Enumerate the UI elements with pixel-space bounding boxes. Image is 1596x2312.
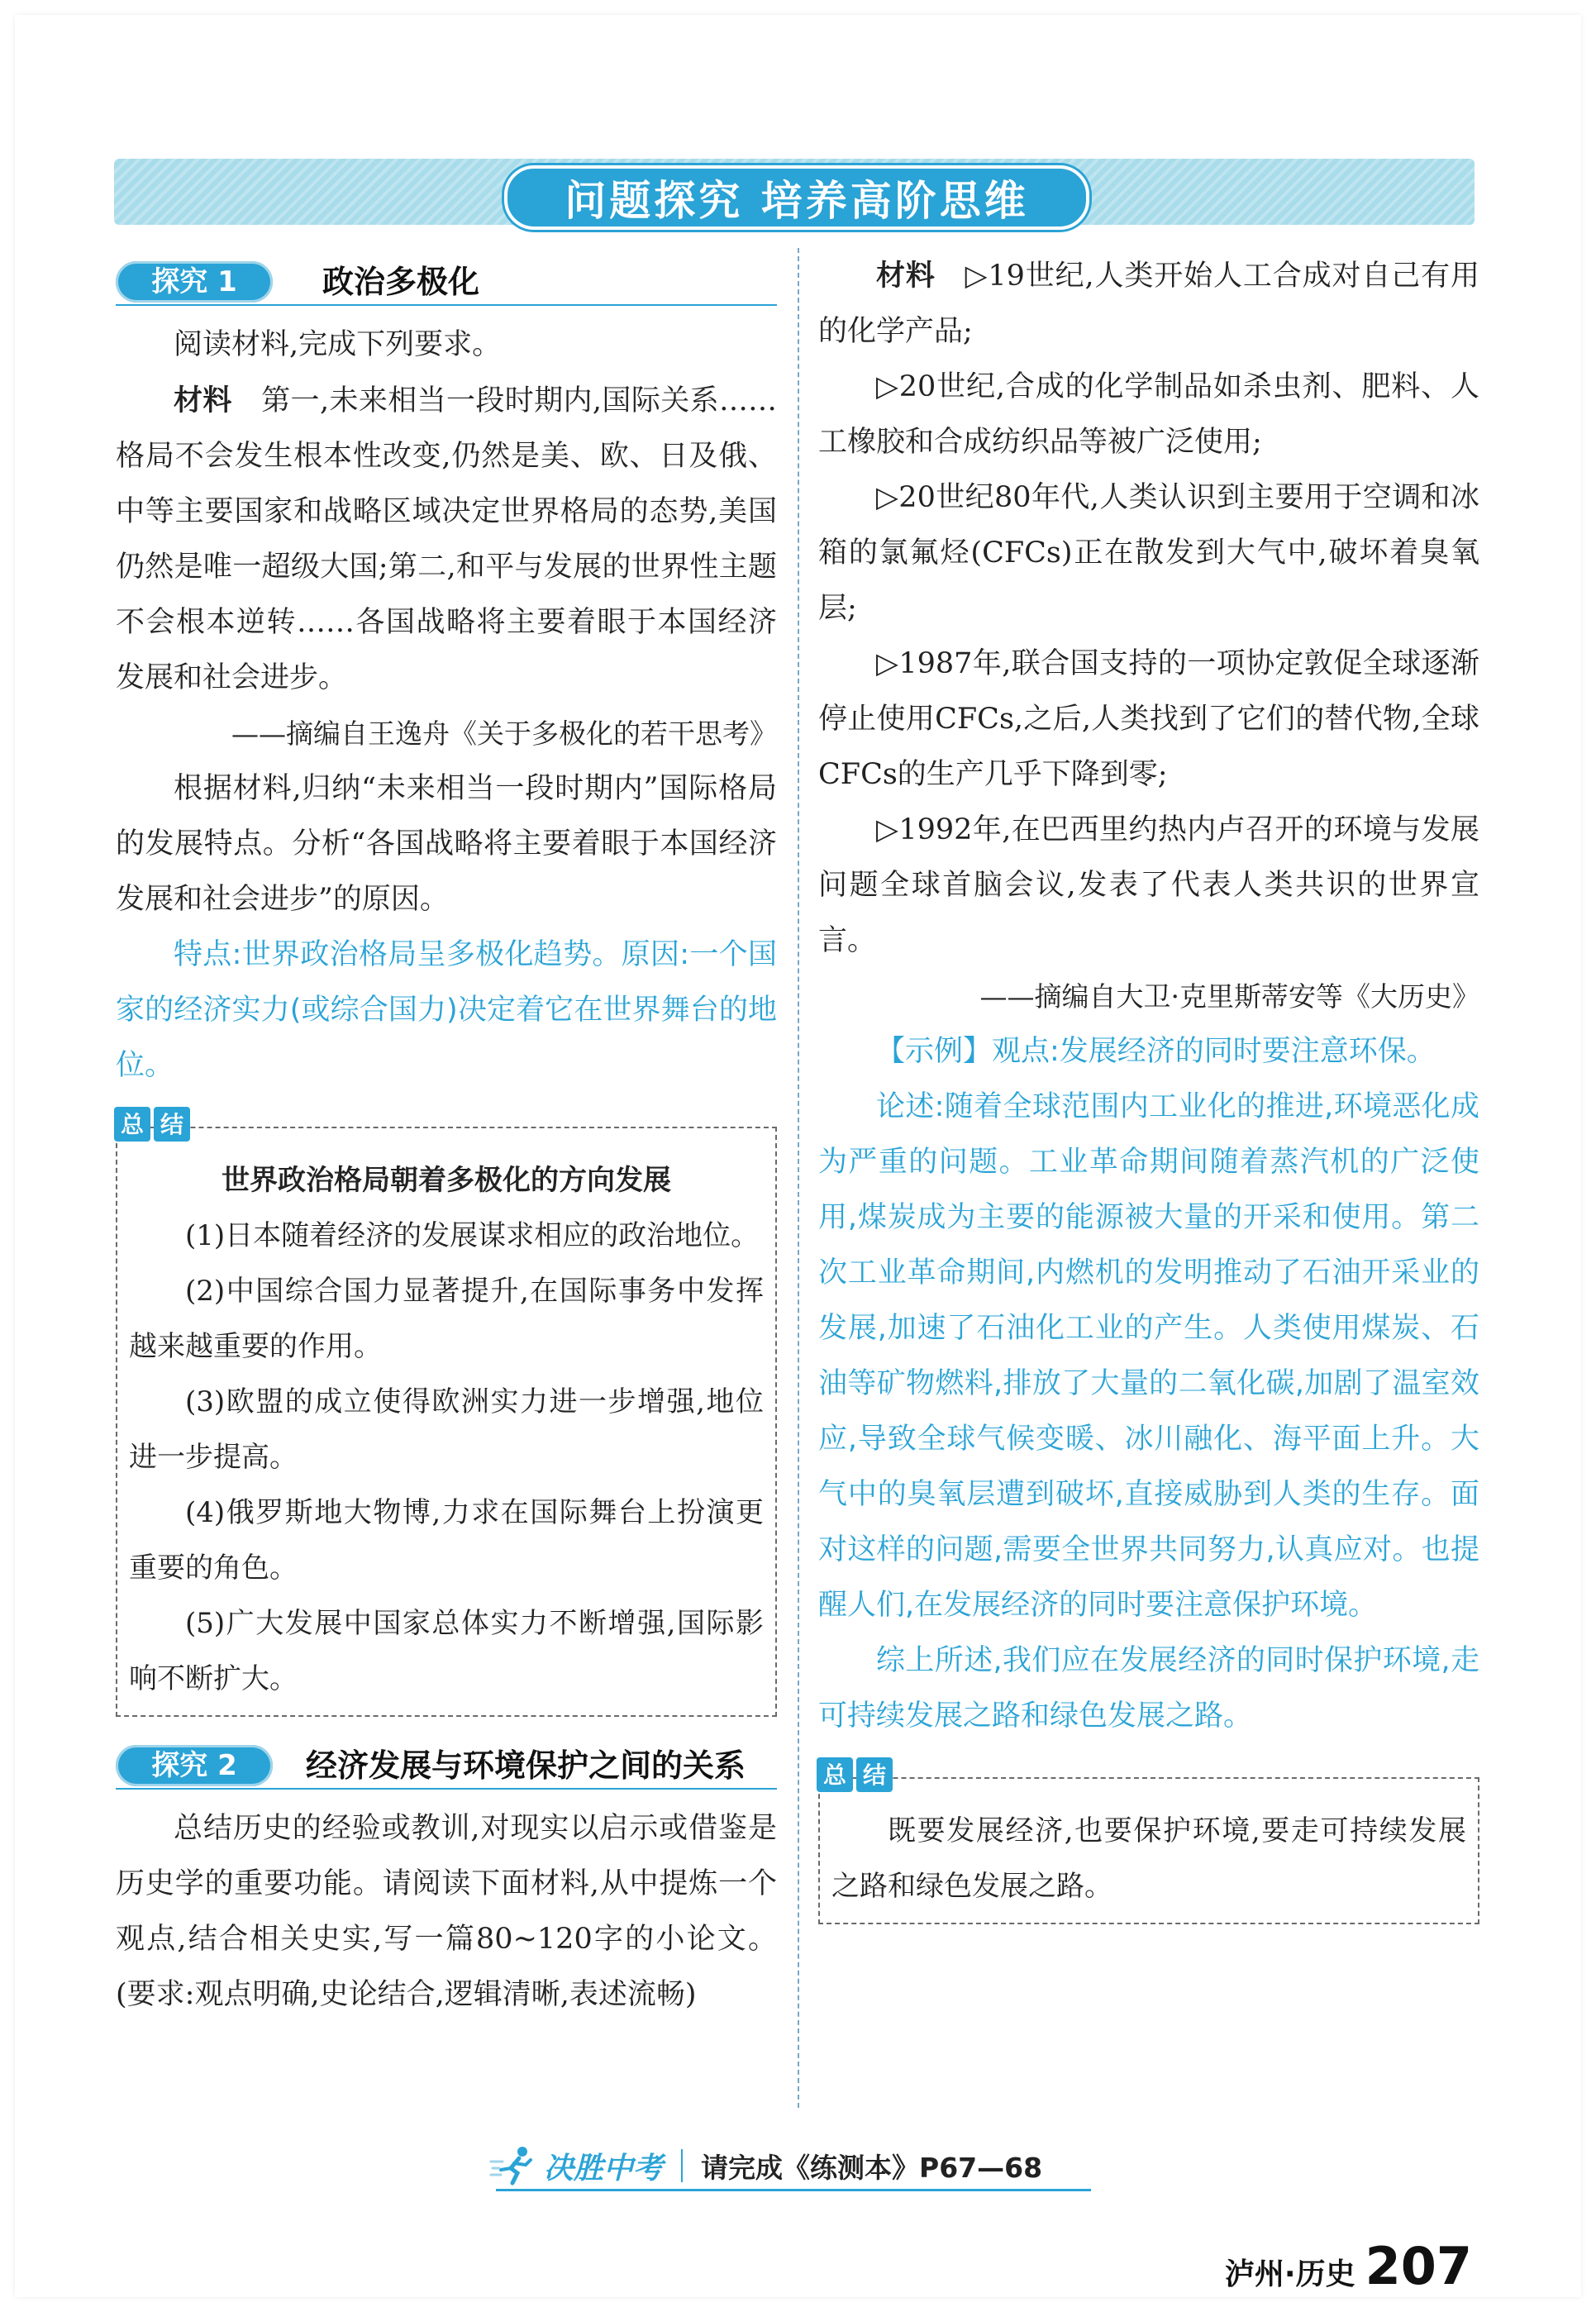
summary2-label-char: 结 bbox=[856, 1757, 893, 1792]
banner-pill bbox=[504, 165, 1089, 230]
section2-material-item: ▷1992年,在巴西里约热内卢召开的环境与发展问题全球首脑会议,发表了代表人类共识的世界宣言。 bbox=[818, 813, 1479, 957]
section1-badge: 探究 1 bbox=[116, 261, 273, 303]
running-figure-icon bbox=[488, 2143, 541, 2188]
section2-material-item: ▷20世纪80年代,人类认识到主要用于空调和冰箱的氯氟烃(CFCs)正在散发到大气中,破坏着臭氧层; bbox=[818, 481, 1479, 625]
banner-title: 问题探究 培养高阶思维 bbox=[565, 177, 1029, 225]
summary1-box bbox=[116, 1110, 777, 1717]
left-column bbox=[116, 248, 777, 2023]
section2-material-first bbox=[818, 248, 1479, 360]
section1-instruction: 阅读材料,完成下列要求。 bbox=[174, 328, 502, 361]
section1-material-text: 第一,未来相当一段时期内,国际关系……格局不会发生根本性改变,仍然是美、欧、日及俄、中等主要国家和战略区域决定世界格局的态势,美国仍然是唯一超级大国;第二,和平与发展的世界性主题不会根本逆转……各国战略将主要着眼于本国经济发展和社会进步。 bbox=[116, 384, 777, 694]
summary2-label-char: 总 bbox=[817, 1757, 853, 1792]
section1-title: 政治多极化 bbox=[322, 263, 480, 300]
section2-answer-view-text: 观点:发展经济的同时要注意环保。 bbox=[992, 1035, 1436, 1068]
footer-banner bbox=[488, 2141, 1099, 2190]
summary1-label bbox=[114, 1107, 190, 1142]
section2-answer-view bbox=[818, 1024, 1479, 1080]
summary1-item: (5)广大发展中国家总体实力不断增强,国际影响不断扩大。 bbox=[129, 1607, 764, 1695]
section2-title: 经济发展与环境保护之间的关系 bbox=[306, 1747, 746, 1784]
summary1-label-char: 总 bbox=[114, 1107, 150, 1142]
section2-underline bbox=[116, 1788, 777, 1790]
section1-source: ——摘编自王逸舟《关于多极化的若干思考》 bbox=[231, 717, 777, 750]
footer-separator bbox=[681, 2149, 683, 2182]
section2-material-label: 材料 bbox=[876, 259, 936, 293]
section2-answer-tag: 【示例】 bbox=[876, 1035, 993, 1068]
section1-header bbox=[116, 253, 777, 311]
section2-badge: 探究 2 bbox=[116, 1745, 273, 1786]
section1-material-label: 材料 bbox=[174, 384, 232, 417]
section2-answer-argument: 论述:随着全球范围内工业化的推进,环境恶化成为严重的问题。工业革命期间随着蒸汽机的广泛使用,煤炭成为主要的能源被大量的开采和使用。第二次工业革命期间,内燃机的发明推动了石油开采业的发展,加速了石油化工业的产生。人类使用煤炭、石油等矿物燃料,排放了大量的二氧化碳,加剧了温室效应,导致全球气候变暖、冰川融化、海平面上升。大气中的臭氧层遭到破坏,直接威胁到人类的生存。面对这样的问题,需要全世界共同努力,认真应对。也提醒人们,在发展经济的同时要注意保护环境。 bbox=[818, 1090, 1479, 1622]
section2-material-item: ▷19世纪,人类开始人工合成对自己有用的化学产品; bbox=[818, 260, 1479, 348]
summary1-item: (3)欧盟的成立使得欧洲实力进一步增强,地位进一步提高。 bbox=[129, 1385, 764, 1474]
footer-place: 泸州·历史 bbox=[1224, 2257, 1355, 2291]
summary1-title: 世界政治格局朝着多极化的方向发展 bbox=[222, 1164, 671, 1197]
right-column bbox=[818, 248, 1479, 1924]
section2-answer-conclusion: 综上所述,我们应在发展经济的同时保护环境,走可持续发展之路和绿色发展之路。 bbox=[818, 1644, 1479, 1733]
section1-question: 根据材料,归纳“未来相当一段时期内”国际格局的发展特点。分析“各国战略将主要着眼于本国经济发展和社会进步”的原因。 bbox=[116, 772, 777, 916]
section2-material-item: ▷20世纪,合成的化学制品如杀虫剂、肥料、人工橡胶和合成纺织品等被广泛使用; bbox=[818, 370, 1479, 459]
section1-underline bbox=[116, 304, 777, 306]
page-tag bbox=[1225, 2236, 1472, 2296]
summary2-text: 既要发展经济,也要保护环境,要走可持续发展之路和绿色发展之路。 bbox=[831, 1814, 1466, 1903]
summary2-box bbox=[818, 1761, 1479, 1924]
column-divider bbox=[798, 248, 799, 2108]
summary1-item: (1)日本随着经济的发展谋求相应的政治地位。 bbox=[185, 1219, 760, 1252]
summary2-label bbox=[817, 1757, 893, 1792]
section2-question: 总结历史的经验或教训,对现实以启示或借鉴是历史学的重要功能。请阅读下面材料,从中提炼一个观点,结合相关史实,写一篇80~120字的小论文。(要求:观点明确,史论结合,逻辑清晰,表述流畅) bbox=[116, 1812, 777, 2011]
section1-answer: 特点:世界政治格局呈多极化趋势。原因:一个国家的经济实力(或综合国力)决定着它在世界舞台的地位。 bbox=[116, 938, 777, 1082]
summary1-label-char: 结 bbox=[154, 1107, 190, 1142]
section1-material bbox=[116, 373, 777, 706]
section2-source: ——摘编自大卫·克里斯蒂安等《大历史》 bbox=[979, 980, 1479, 1013]
section2-material-item: ▷1987年,联合国支持的一项协定敦促全球逐渐停止使用CFCs,之后,人类找到了它们的替代物,全球CFCs的生产几乎下降到零; bbox=[818, 647, 1479, 791]
footer-instruction: 请完成《练测本》P67—68 bbox=[701, 2151, 1043, 2184]
page-number: 207 bbox=[1365, 2236, 1472, 2296]
section2-header bbox=[116, 1737, 777, 1795]
footer-underline bbox=[496, 2189, 1091, 2191]
footer-brand: 决胜中考 bbox=[544, 2151, 664, 2186]
summary1-item: (2)中国综合国力显著提升,在国际事务中发挥越来越重要的作用。 bbox=[129, 1275, 764, 1363]
summary1-item: (4)俄罗斯地大物博,力求在国际舞台上扮演更重要的角色。 bbox=[129, 1496, 764, 1585]
